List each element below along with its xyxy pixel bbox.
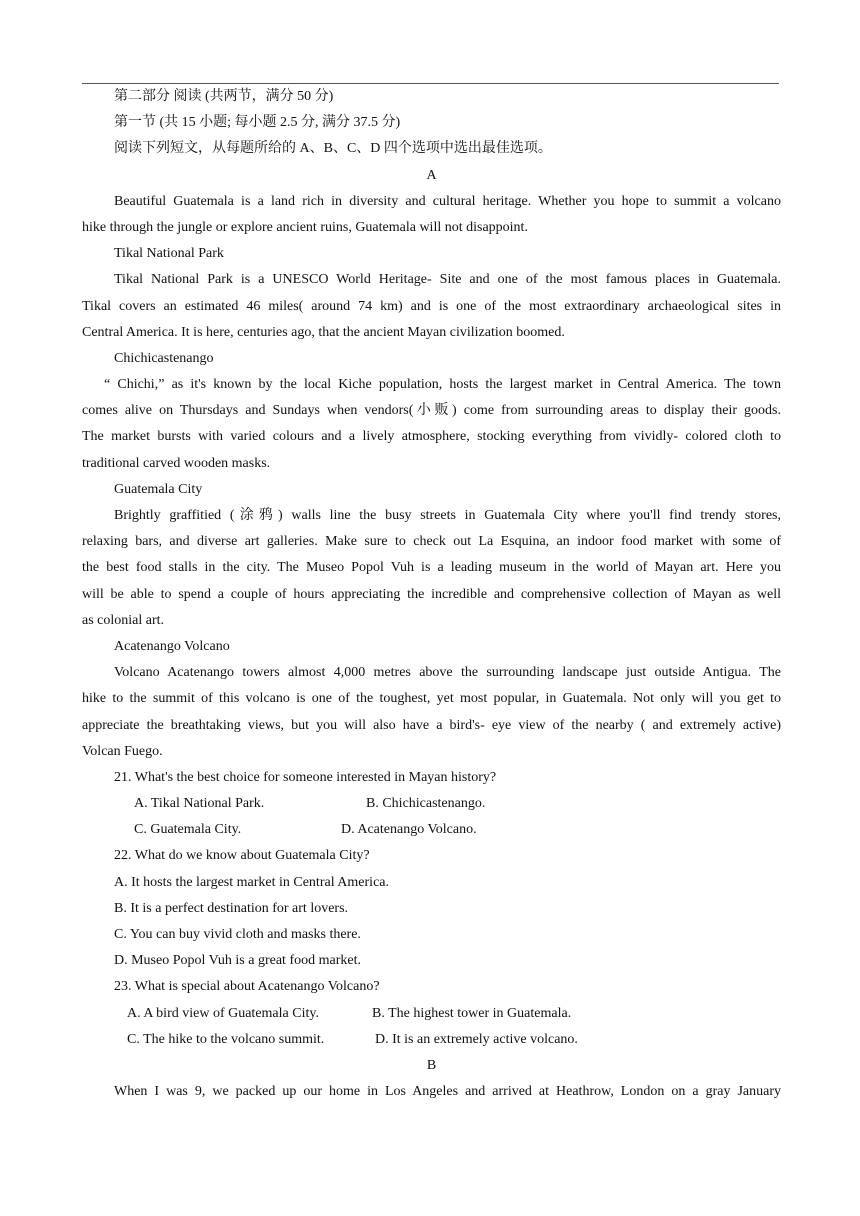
- paragraph-line: traditional carved wooden masks.: [82, 455, 271, 471]
- paragraph-line: hike to the summit of this volcano is one of the toughest, yet most popular, in Guatemala. Not only will you get to: [82, 691, 781, 707]
- paragraph-line: When I was 9, we packed up our home in Los Angeles and arrived at Heathrow, London on a gray January: [114, 1084, 781, 1100]
- section-title: 第二部分 阅读 (共两节，满分 50 分): [114, 89, 334, 104]
- passage-b-label: B: [426, 1057, 437, 1073]
- option-d[interactable]: D. Museo Popol Vuh is a great food market.: [114, 953, 361, 969]
- subsection-title: 第一节 (共 15 小题; 每小题 2.5 分, 满分 37.5 分): [114, 115, 401, 131]
- option-b[interactable]: B. The highest tower in Guatemala.: [372, 1005, 572, 1021]
- paragraph-tikal: [82, 267, 781, 346]
- paragraph-line: Brightly graffitied (涂鸦) walls line the busy streets in Guatemala City where you'll find trendy stores,: [114, 508, 781, 523]
- option-row: [82, 817, 781, 843]
- paragraph-line: Volcan Fuego.: [82, 743, 163, 759]
- heading-tikal: Tikal National Park: [114, 246, 224, 262]
- option-c[interactable]: C. Guatemala City.: [134, 822, 242, 838]
- question-21: [82, 765, 781, 844]
- heading-chichi: Chichicastenango: [114, 350, 214, 366]
- question-22: [82, 843, 781, 974]
- paragraph-line: appreciate the breathtaking views, but you will also have a bird's- eye view of the nearby ( and extremely active): [82, 717, 781, 733]
- paragraph-line: The market bursts with varied colours and a lively atmosphere, stocking everything from vividly- colored cloth to: [82, 429, 781, 445]
- paragraph-line: hike through the jungle or explore ancient ruins, Guatemala will not disappoint.: [82, 219, 528, 235]
- option-a[interactable]: A. A bird view of Guatemala City.: [127, 1005, 319, 1021]
- question-stem: 23. What is special about Acatenango Volcano?: [114, 979, 380, 995]
- paragraph-line: Beautiful Guatemala is a land rich in diversity and cultural heritage. Whether you hope to summit a volcano: [114, 193, 781, 209]
- question-stem: 21. What's the best choice for someone interested in Mayan history?: [114, 769, 497, 785]
- paragraph-line: Central America. It is here, centuries ago, that the ancient Mayan civilization boomed.: [82, 324, 565, 340]
- paragraph-line: comes alive on Thursdays and Sundays when vendors(小贩) come from surrounding areas to display their goods.: [82, 403, 781, 419]
- paragraph-line: relaxing bars, and diverse art galleries. Make sure to check out La Esquina, an indoor food market with some of: [82, 534, 781, 550]
- exam-page: [82, 84, 781, 1105]
- option-d[interactable]: D. Acatenango Volcano.: [341, 822, 477, 838]
- passage-a-intro: [82, 189, 781, 241]
- paragraph-line: Volcano Acatenango towers almost 4,000 metres above the surrounding landscape just outside Antigua. The: [114, 665, 781, 681]
- option-b[interactable]: B. Chichicastenango.: [366, 796, 486, 812]
- option-row: [82, 791, 781, 817]
- paragraph-volcano: [82, 660, 781, 765]
- paragraph-line: will be able to spend a couple of hours appreciating the incredible and comprehensive collection of Mayan as well: [82, 586, 781, 602]
- heading-volcano: Acatenango Volcano: [114, 638, 230, 654]
- option-row: [82, 1027, 781, 1053]
- paragraph-line: as colonial art.: [82, 612, 165, 628]
- paragraph-line: “ Chichi,” as it's known by the local Kiche population, hosts the largest market in Central America. The town: [104, 377, 781, 393]
- passage-a-label: A: [426, 167, 437, 183]
- question-23: [82, 974, 781, 1053]
- paragraph-line: Tikal covers an estimated 46 miles( around 74 km) and is one of the most extraordinary archaeological sites in: [82, 298, 781, 314]
- paragraph-chichi: [82, 372, 781, 477]
- option-a[interactable]: A. Tikal National Park.: [134, 796, 265, 812]
- paragraph-line: the best food stalls in the city. The Museo Popol Vuh is a leading museum in the world of Mayan art. Here you: [82, 560, 781, 576]
- option-b[interactable]: B. It is a perfect destination for art lovers.: [114, 900, 349, 916]
- paragraph-city: [82, 503, 781, 634]
- heading-city: Guatemala City: [114, 481, 203, 497]
- option-d[interactable]: D. It is an extremely active volcano.: [375, 1031, 578, 1047]
- option-row: [82, 1001, 781, 1027]
- option-a[interactable]: A. It hosts the largest market in Central America.: [114, 874, 390, 890]
- question-stem: 22. What do we know about Guatemala City?: [114, 848, 370, 864]
- paragraph-line: Tikal National Park is a UNESCO World Heritage- Site and one of the most famous places in Guatemala.: [114, 272, 781, 288]
- option-c[interactable]: C. The hike to the volcano summit.: [127, 1031, 325, 1047]
- instructions: 阅读下列短文，从每题所给的 A、B、C、D 四个选项中选出最佳选项。: [114, 141, 552, 157]
- option-c[interactable]: C. You can buy vivid cloth and masks there.: [114, 927, 361, 942]
